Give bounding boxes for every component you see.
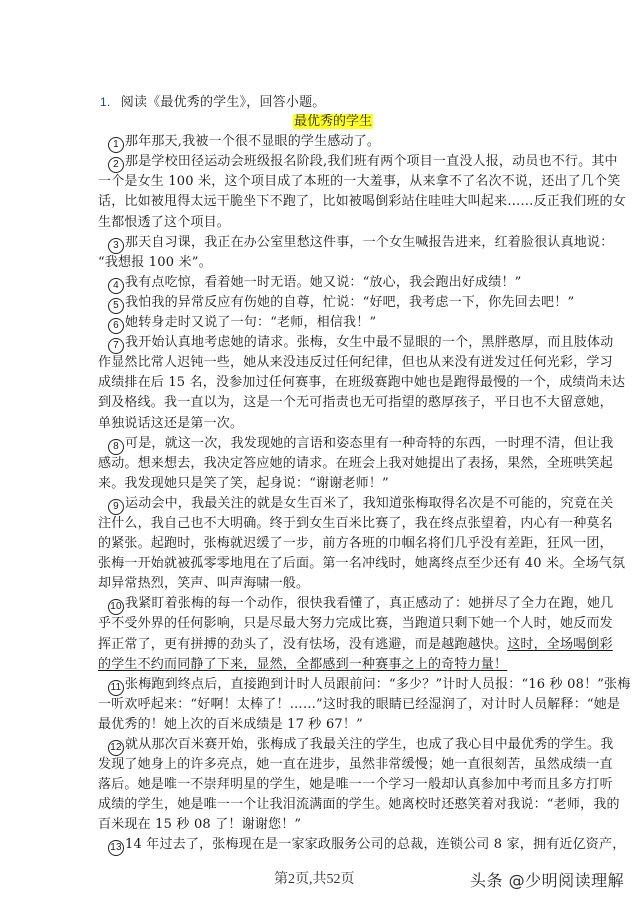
paragraph-8-line-3: 来。我发现她只是笑了笑，起身说：“谢谢老师！” [98,475,389,491]
paragraph-marker-4: 4 [108,278,124,294]
question-number: 1. [100,95,111,109]
underlined-sentence-start: 这时，全场喝倒彩 [507,636,613,652]
paragraph-marker-6: 6 [108,318,124,334]
paragraph-text: 那年那天,我被一个很不显眼的学生感动了。 [125,134,381,150]
paragraph-13-line-1 [98,835,626,855]
paragraph-text: 挥正常了，更有拼搏的劲头了，没有怯场，没有逃避，而是越跑越快。 [98,636,508,652]
question-line [98,92,548,112]
paragraph-8-line-2: 感动。想来想去，我决定答应她的请求。在班会上我对她提出了表扬，果然，全班哄笑起 [98,455,613,471]
paragraph-marker-7: 7 [108,338,124,354]
paragraph-9-line-3: 的紧张。起跑时，张梅就迟缓了一步，前方各班的巾帼名将们几乎没有差距，狂风一团， [98,536,613,552]
paragraph-12-line-4: 成绩的学生，她是唯一一个让我泪流满面的学生。她离校时还憨笑着对我说：“老师，我的 [98,797,620,813]
paragraph-text: 我有点吃惊，看着她一时无语。她又说：“放心，我会跑出好成绩！” [125,274,522,290]
paragraph-12-line-3: 落后。她是唯一不崇拜明星的学生，她是唯一一个学习一般却认真参加中考而且多方打听 [98,777,613,793]
paragraph-7-line-4: 到及格线。我一直以为，这是一个无可指责也无可指望的憨厚孩子，平日也不大留意她， [98,395,613,411]
paragraph-marker-11: 11 [108,680,124,696]
paragraph-marker-9: 9 [108,499,124,515]
paragraph-8-line-1 [98,434,614,454]
paragraph-3-line-1 [98,233,614,253]
page-indicator: 第2页,共52页 [274,872,355,887]
paragraph-marker-2: 2 [108,157,124,173]
paragraph-2-line-1 [98,152,618,172]
paragraph-10-line-4 [98,655,548,675]
paragraph-10-line-3 [98,635,613,655]
paragraph-marker-5: 5 [108,298,124,314]
paragraph-6-line-1 [98,313,548,333]
paragraph-11-line-3: 最优秀的！她上次的百米成绩是 17 秒 67！” [98,716,363,732]
paragraph-2-line-2: 一个是女生 100 米，这个项目成了本班的一大羞事，从来拿不了名次不说，还出了几个笑 [98,174,621,190]
paragraph-marker-13: 13 [108,840,124,856]
paragraph-marker-10: 10 [108,599,124,615]
paragraph-10-line-1 [98,594,614,614]
article-title-row [98,112,548,132]
paragraph-9-line-5: 却异常热烈，笑声、叫声海啸一般。 [98,576,310,592]
paragraph-12-line-1 [98,735,614,755]
paragraph-9-line-4: 张梅一开始就被孤零零地甩在了后面。第一名冲线时，她离终点至少还有 40 米。全场气氛 [98,556,626,572]
paragraph-text: 我怕我的异常反应有伤她的自尊，忙说：“好吧，我考虑一下，你先回去吧！” [125,294,575,310]
question-prompt: 阅读《最优秀的学生》，回答小题。 [120,95,326,110]
paragraph-4-line-1 [98,273,548,293]
paragraph-marker-12: 12 [108,740,124,756]
paragraph-7-line-3: 成绩排在后 15 名，没参加过任何赛事，在班级赛跑中她也是跑得最慢的一个，成绩尚未达 [98,375,626,391]
article-title: 最优秀的学生 [293,114,372,130]
paragraph-text: 那天自习课，我正在办公室里愁这件事，一个女生喊报告进来，红着脸很认真地说： [125,234,614,250]
paragraph-marker-1: 1 [108,137,124,153]
paragraph-10-line-2: 乎不受外界的任何影响，只是尽最大努力完成比赛，当跑道只剩下她一个人时，她反而发 [98,616,613,632]
page-footer [0,866,640,896]
underlined-sentence-end: 的学生不约而同静了下来，显然，全都感到一种赛事之上的奇特力量！ [98,656,508,672]
paragraph-5-line-1 [98,293,575,313]
document-content [98,92,631,856]
paragraph-text: 运动会中，我最关注的就是女生百米了，我知道张梅取得名次是不可能的，究竟在关 [125,495,614,511]
paragraph-text: 张梅跑到终点后，直接跑到计时人员跟前问：“多少？”计时人员报：“16 秒 08！”张梅 [125,676,631,692]
paragraph-7-line-2: 作显然比常人迟钝一些，她从来没违反过任何纪律，但也从来没有迸发过任何光彩，学习 [98,355,613,371]
paragraph-text: 我开始认真地考虑她的请求。张梅，女生中最不显眼的一个，黑胖憨厚，而且肢体动 [125,335,614,351]
paragraph-11-line-2: 一听欢呼起来：“好啊！太棒了！……”这时我的眼睛已经湿润了，对计时人员解释：“她是 [98,696,621,712]
paragraph-12-line-2: 发现了她身上的许多亮点，她一直在进步，虽然非常缓慢；她一直很刻苦，虽然成绩一直 [98,757,613,773]
paragraph-9-line-1 [98,494,614,514]
paragraph-text: 那是学校田径运动会班级报名阶段,我们班有两个项目一直没人报，动员也不行。其中 [125,154,618,170]
paragraph-12-line-5: 百米现在 15 秒 08 了！谢谢您！” [98,817,302,833]
paragraph-7-line-1 [98,333,614,353]
paragraph-text: 就从那次百米赛开始，张梅成了我最关注的学生，也成了我心目中最优秀的学生。我 [125,737,614,752]
paragraph-text: 14 年过去了，张梅现在是一家家政服务公司的总裁，连锁公司 8 家，拥有近亿资产， [125,837,626,853]
paragraph-9-line-2: 注什么，我自己也不大明确。终于到女生百米比赛了，我在终点张望着，内心有一种莫名 [98,515,613,531]
paragraph-11-line-1 [98,675,631,695]
paragraph-text: 她转身走时又说了一句：“老师，相信我！” [125,315,377,331]
paragraph-marker-8: 8 [108,439,124,455]
paragraph-1-line-1 [98,132,548,152]
watermark: 头条 @少明阅读理解 [470,871,625,890]
paragraph-text: 我紧盯着张梅的每一个动作，很快我看懂了，真正感动了：她拼尽了全力在跑，她几 [125,596,614,612]
paragraph-2-line-4: 生都恨透了这个项目。 [98,214,231,230]
paragraph-3-line-2: “我想报 100 米”。 [98,254,212,270]
paragraph-2-line-3: 话，比如被甩得太远干脆坐下不跑了，比如被喝倒彩站住哇哇大叫起来……反正我们班的女 [98,194,627,210]
paragraph-7-line-5: 单独说话这还是第一次。 [98,415,244,431]
paragraph-marker-3: 3 [108,238,124,254]
paragraph-text: 可是，就这一次，我发现她的言语和姿态里有一种奇特的东西，一时理不清，但让我 [125,435,614,451]
